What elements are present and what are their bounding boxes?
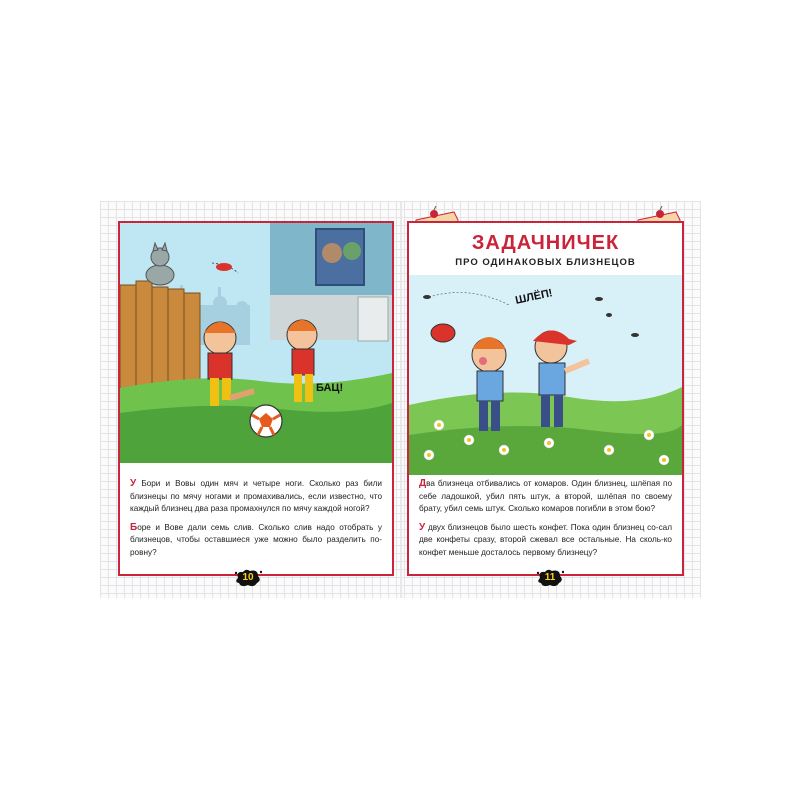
- page-number: 11: [544, 572, 556, 583]
- right-problem-1: Два близнеца отбивались от комаров. Один близнец, шлёпая по себе ладошкой, убил пять штук, а второй, шлёпая по своему брату, убил семь штук. Сколько комаров погибли в этом бою?: [419, 478, 672, 513]
- left-page-frame: [118, 221, 394, 576]
- page-subtitle: ПРО ОДИНАКОВЫХ БЛИЗНЕЦОВ: [455, 257, 636, 268]
- page-number-badge: [234, 568, 262, 588]
- bang-sound-effect: БАЦ!: [316, 382, 344, 394]
- page-title: ЗАДАЧНИЧЕК: [471, 232, 620, 254]
- left-problem-2: Боре и Вове дали семь слив. Сколько слив надо отобрать у близнецов, чтобы оставшиеся уже можно было разделить по-ровну?: [130, 521, 382, 557]
- right-text-block: [419, 478, 672, 565]
- left-text-block: [130, 478, 382, 565]
- left-problem-1: У Бори и Вовы один мяч и четыре ноги. Сколько раз били близнецы по мячу ногами и промахивались, если известно, что каждый близнец два раза промахнулся по мячу каждой ногой?: [130, 478, 382, 513]
- page-gutter: [400, 201, 402, 598]
- football-illustration: [120, 223, 392, 463]
- right-page-frame: [407, 221, 684, 576]
- drop-cap: Д: [419, 478, 427, 489]
- right-problem-2: У двух близнецов было шесть конфет. Пока один близнец со-сал две конфеты сразу, второй сжевал все остальные. На сколь-ко конфет меньше досталось первому близнецу?: [419, 521, 672, 557]
- slap-sound-effect: ШЛЁП!: [514, 287, 554, 307]
- page-number: 10: [242, 572, 254, 583]
- page-number-badge: [536, 568, 564, 588]
- drop-cap: У: [419, 521, 426, 533]
- mosquito-illustration: [409, 275, 682, 475]
- drop-cap: Б: [130, 521, 138, 533]
- drop-cap: У: [130, 478, 137, 489]
